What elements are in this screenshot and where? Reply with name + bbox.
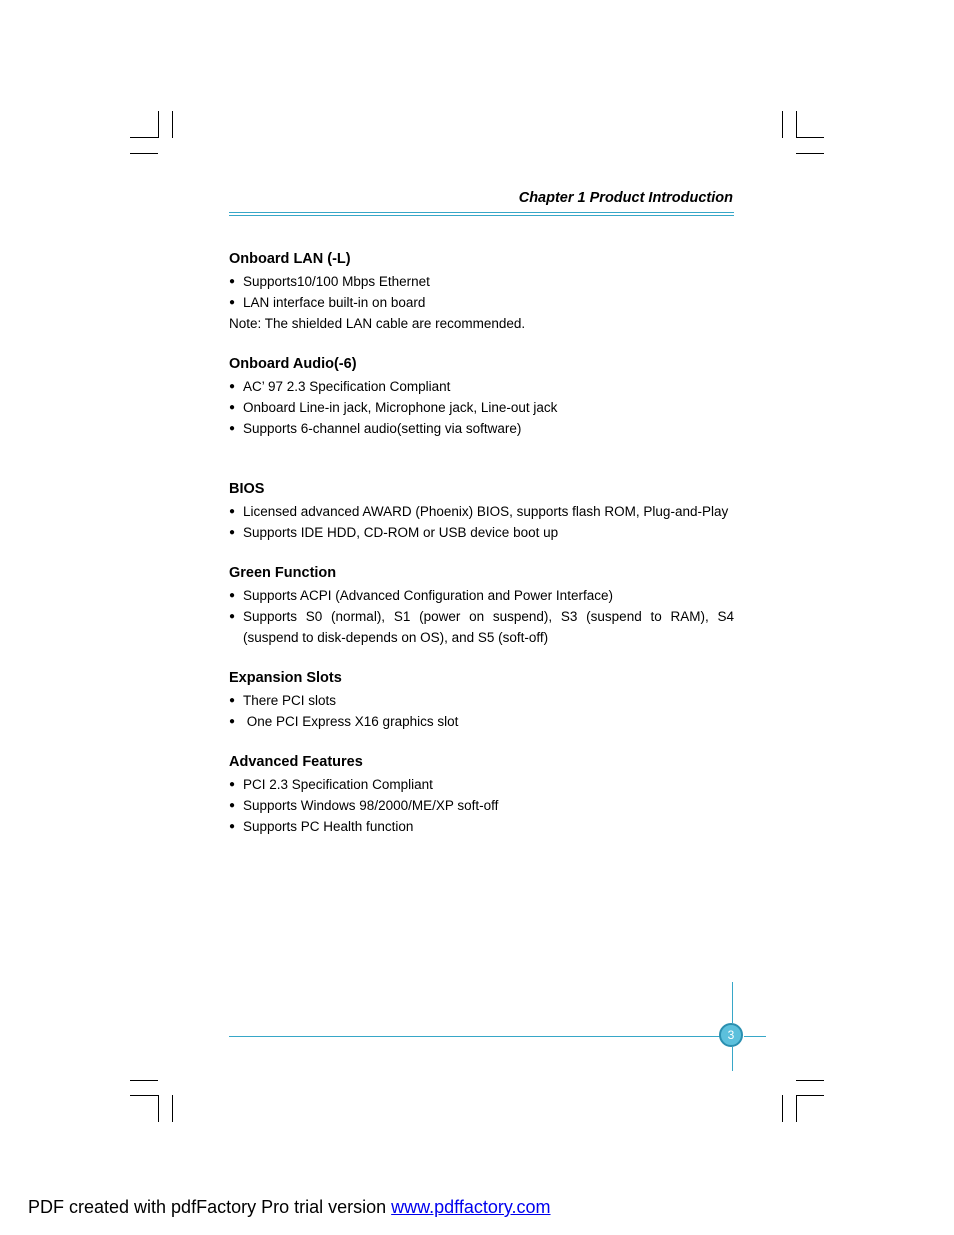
list-item [229, 606, 734, 648]
list-item-text: Licensed advanced AWARD (Phoenix) BIOS, supports flash ROM, Plug-and-Play [243, 504, 729, 519]
page-number: 3 [727, 1028, 735, 1042]
footer-rule [744, 1036, 766, 1037]
bullet-icon: ● [229, 423, 236, 434]
list-item [229, 690, 734, 711]
list-item [229, 376, 734, 397]
list-item-text: Supports ACPI (Advanced Configuration and Power Interface) [243, 588, 613, 603]
section-title: Green Function [229, 565, 337, 581]
list-item-text: One PCI Express X16 graphics slot [243, 714, 459, 729]
list-item [229, 711, 734, 732]
list-item-text: AC’ 97 2.3 Specification Compliant [243, 379, 451, 394]
crop-mark [796, 1095, 824, 1096]
bullet-icon: ● [229, 276, 236, 287]
crop-mark [158, 111, 159, 138]
crop-mark [796, 111, 797, 138]
section-title: Onboard Audio(-6) [229, 356, 357, 372]
list-item [229, 271, 734, 292]
list-item-text: Supports IDE HDD, CD-ROM or USB device boot up [243, 525, 559, 540]
bullet-icon: ● [229, 611, 236, 622]
bullet-icon: ● [229, 527, 236, 538]
list-item [229, 795, 734, 816]
list-item-text: Supports PC Health function [243, 819, 414, 834]
crop-mark [158, 1095, 159, 1122]
crop-mark [796, 153, 824, 154]
list-item [229, 418, 734, 439]
list-item [229, 501, 734, 522]
pdf-footer [28, 1197, 551, 1218]
list-item-text: Supports 6-channel audio(setting via software) [243, 421, 522, 436]
crop-mark [172, 1095, 173, 1122]
section-title: Advanced Features [229, 754, 363, 770]
crop-mark [130, 1080, 158, 1081]
page-number-badge [719, 1023, 743, 1047]
bullet-list [229, 774, 734, 837]
bullet-icon: ● [229, 506, 236, 517]
header-rule [229, 215, 734, 216]
section-note: Note: The shielded LAN cable are recommended. [229, 316, 526, 331]
list-item [229, 522, 734, 543]
crop-mark [172, 111, 173, 138]
bullet-icon: ● [229, 821, 236, 832]
list-item [229, 774, 734, 795]
list-item-text: Onboard Line-in jack, Microphone jack, Line-out jack [243, 400, 558, 415]
list-item [229, 585, 734, 606]
section-green-function [229, 563, 734, 648]
bullet-list [229, 690, 734, 732]
bullet-icon: ● [229, 695, 236, 706]
section-onboard-audio [229, 354, 734, 439]
footer-rule [229, 1036, 721, 1037]
section-bios [229, 479, 734, 543]
list-item [229, 816, 734, 837]
page-content [229, 249, 734, 857]
list-item-text: Supports Windows 98/2000/ME/XP soft-off [243, 798, 499, 813]
list-item-text: Supports10/100 Mbps Ethernet [243, 274, 430, 289]
footer-vertical-line [732, 1047, 733, 1071]
bullet-list [229, 501, 734, 543]
list-item [229, 292, 734, 313]
header-rule [229, 212, 734, 213]
crop-mark [130, 1095, 158, 1096]
crop-mark [782, 111, 783, 138]
list-item [229, 397, 734, 418]
chapter-header: Chapter 1 Product Introduction [518, 190, 733, 206]
crop-mark [796, 137, 824, 138]
section-title: Expansion Slots [229, 670, 342, 686]
list-item-text: There PCI slots [243, 693, 337, 708]
pdf-footer-text: PDF created with pdfFactory Pro trial version [28, 1197, 392, 1217]
pdffactory-link[interactable]: www.pdffactory.com [391, 1197, 551, 1217]
section-title: Onboard LAN (-L) [229, 251, 351, 267]
bullet-list [229, 271, 734, 313]
crop-mark [796, 1080, 824, 1081]
crop-mark [796, 1095, 797, 1122]
list-item-text: PCI 2.3 Specification Compliant [243, 777, 433, 792]
section-onboard-lan [229, 249, 734, 334]
section-title: BIOS [229, 481, 265, 497]
bullet-icon: ● [229, 590, 236, 601]
crop-mark [130, 137, 158, 138]
section-advanced-features [229, 752, 734, 837]
bullet-icon: ● [229, 402, 236, 413]
crop-mark [782, 1095, 783, 1122]
section-expansion-slots [229, 668, 734, 732]
footer-vertical-line [732, 982, 733, 1023]
bullet-icon: ● [229, 297, 236, 308]
bullet-icon: ● [229, 779, 236, 790]
bullet-list [229, 585, 734, 648]
list-item-text: LAN interface built-in on board [243, 295, 426, 310]
bullet-icon: ● [229, 381, 236, 392]
crop-mark [130, 153, 158, 154]
bullet-icon: ● [229, 716, 236, 727]
bullet-list [229, 376, 734, 439]
bullet-icon: ● [229, 800, 236, 811]
list-item-text: Supports S0 (normal), S1 (power on suspend), S3 (suspend to RAM), S4 (suspend to disk-depends on OS), and S5 (soft-off) [243, 609, 734, 645]
